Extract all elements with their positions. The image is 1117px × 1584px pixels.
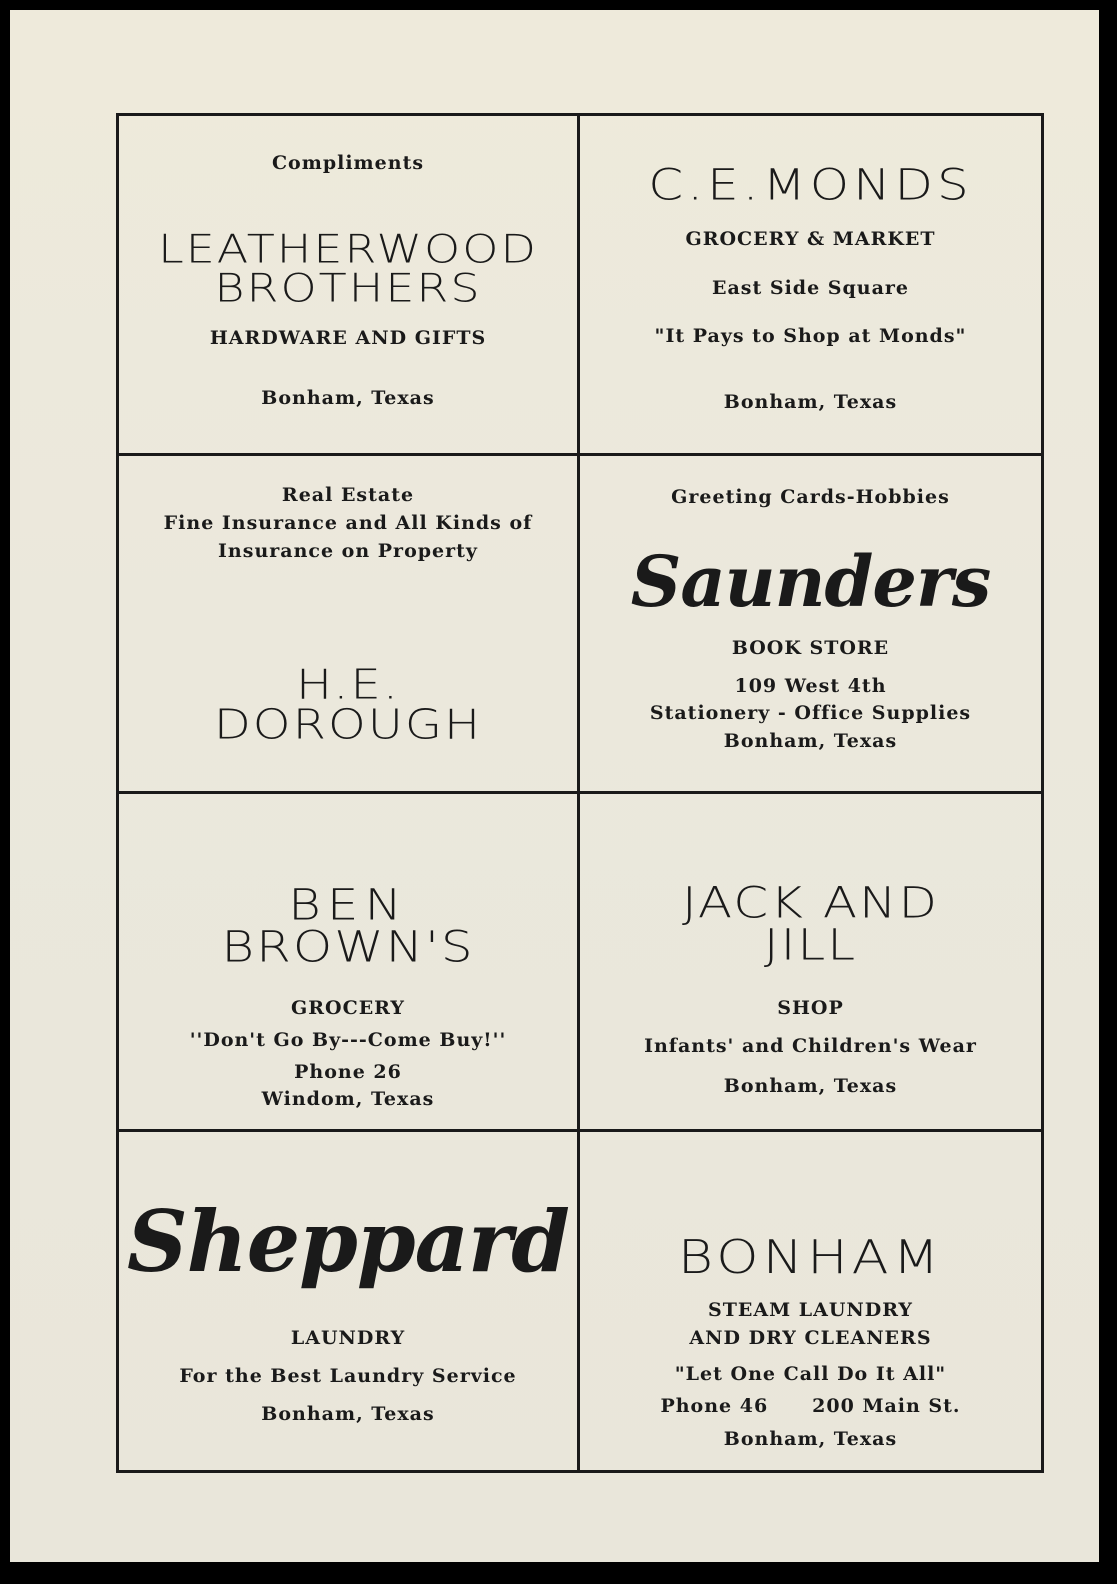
ad-location: Bonham, Texas bbox=[723, 390, 898, 413]
ad-line1: SHOP bbox=[777, 997, 844, 1019]
ad-leatherwood-brothers bbox=[119, 116, 580, 456]
business-name-line1: JACK AND bbox=[682, 878, 939, 928]
ad-line1: LAUNDRY bbox=[290, 1327, 406, 1349]
ad-location: Windom, Texas bbox=[261, 1088, 435, 1111]
ad-phone: Phone 46 bbox=[660, 1394, 769, 1417]
ad-line2: Infants' and Children's Wear bbox=[644, 1034, 977, 1057]
page bbox=[10, 10, 1099, 1562]
ad-location: Bonham, Texas bbox=[723, 1428, 898, 1451]
ad-location: Bonham, Texas bbox=[261, 386, 435, 409]
ad-ce-monds bbox=[580, 116, 1041, 456]
ad-bonham-steam-laundry bbox=[580, 1132, 1041, 1470]
ad-top-text: Compliments bbox=[271, 152, 425, 174]
ad-slogan: "Let One Call Do It All" bbox=[674, 1362, 947, 1385]
ad-saunders-book-store bbox=[580, 456, 1041, 794]
ad-address: 200 Main St. bbox=[812, 1394, 961, 1417]
ad-line1: GROCERY bbox=[291, 997, 405, 1019]
ad-slogan: ''Don't Go By---Come Buy!'' bbox=[189, 1028, 507, 1051]
ad-line2: East Side Square bbox=[711, 277, 910, 300]
ad-ben-browns bbox=[119, 794, 580, 1132]
ad-line1: Real Estate bbox=[281, 484, 415, 506]
ad-top-text: Greeting Cards-Hobbies bbox=[671, 486, 950, 508]
ad-line2: 109 West 4th bbox=[734, 674, 887, 697]
business-name: Sheppard bbox=[126, 1192, 570, 1291]
ad-grid bbox=[116, 113, 1044, 1473]
ad-line1: STEAM LAUNDRY bbox=[707, 1299, 913, 1322]
business-name-line2: BROWN'S bbox=[221, 921, 475, 972]
ad-phone: Phone 26 bbox=[294, 1060, 402, 1083]
ad-line2: Fine Insurance and All Kinds of bbox=[163, 511, 533, 534]
ad-line3: Stationery - Office Supplies bbox=[649, 702, 972, 725]
ad-line1: GROCERY & MARKET bbox=[685, 227, 936, 250]
business-name: BONHAM bbox=[677, 1230, 944, 1285]
business-name-line1: LEATHERWOOD bbox=[158, 225, 538, 272]
ad-slogan: "It Pays to Shop at Monds" bbox=[654, 325, 967, 347]
business-name-line1: H.E. bbox=[295, 661, 401, 710]
business-name-line2: DOROUGH bbox=[213, 701, 483, 749]
ad-location: Bonham, Texas bbox=[723, 730, 898, 752]
business-name-line1: BEN bbox=[288, 880, 408, 930]
ad-line3: Insurance on Property bbox=[218, 539, 478, 562]
ad-line2: For the Best Laundry Service bbox=[179, 1364, 517, 1387]
business-name-line2: BROTHERS bbox=[214, 265, 482, 312]
ad-line2: AND DRY CLEANERS bbox=[689, 1327, 932, 1350]
ad-jack-and-jill bbox=[580, 794, 1041, 1132]
business-name: Saunders bbox=[630, 539, 991, 623]
ad-location: Bonham, Texas bbox=[723, 1074, 898, 1097]
ad-sheppard-laundry bbox=[119, 1132, 580, 1470]
ad-contact-row bbox=[660, 1395, 960, 1419]
ad-location: Bonham, Texas bbox=[261, 1402, 435, 1425]
ad-line1: BOOK STORE bbox=[731, 636, 890, 659]
ad-he-dorough bbox=[119, 456, 580, 794]
business-name-line2: JILL bbox=[763, 919, 858, 970]
ad-tagline: HARDWARE AND GIFTS bbox=[209, 327, 487, 350]
business-name: C.E.MONDS bbox=[648, 160, 973, 210]
